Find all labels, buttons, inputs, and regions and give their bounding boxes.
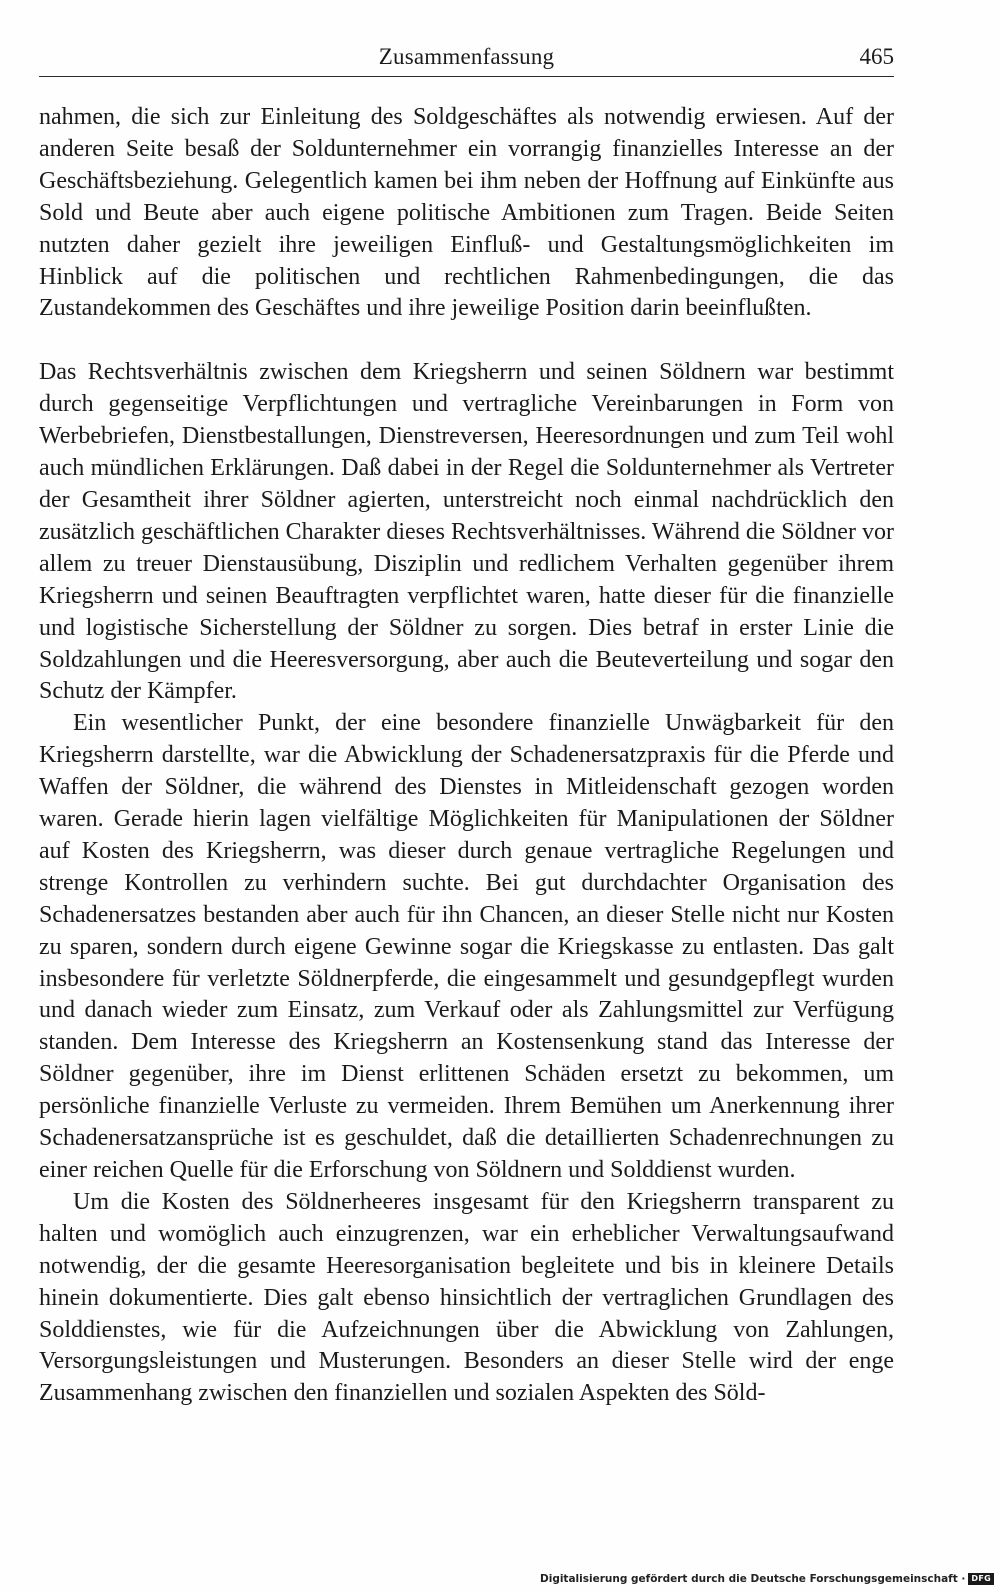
- paragraph-administration: Um die Kosten des Söldnerheeres insgesamt für den Kriegsherrn transparent zu halten und womöglich auch einzugrenzen, war ein erheblicher Verwaltungsaufwand notwendig, der die gesamte Heeresorganisation begleitete und bis in kleinere Details hinein dokumentierte. Dies galt ebenso hinsichtlich der vertraglichen Grundlagen des Solddienstes, wie für die Aufzeichnungen über die Abwicklung von Zahlungen, Versorgungsleistungen und Musterungen. Besonders an dieser Stelle wird der enge Zusammenhang zwischen den finanziellen und sozialen Aspekten des Söld-: [39, 1188, 894, 1407]
- footer-credit: Digitalisierung gefördert durch die Deutsche Forschungsgemeinschaft ·: [540, 1573, 966, 1585]
- running-head: [39, 44, 894, 77]
- page-number: 465: [859, 44, 894, 69]
- paragraph-compensation: Ein wesentlicher Punkt, der eine besondere finanzielle Unwägbarkeit für den Kriegsherrn darstellte, war die Abwicklung der Schadenersatzpraxis für die Pferde und Waffen der Söldner, die während des Dienstes in Mitleidenschaft gezogen worden waren. Gerade hierin lagen vielfältige Möglichkeiten für Manipulationen der Söldner auf Kosten des Kriegsherrn, was dieser durch genaue vertragliche Regelungen und strenge Kontrollen zu verhindern suchte. Bei gut durchdachter Organisation des Schadenersatzes bestanden aber auch für ihn Chancen, an dieser Stelle nicht nur Kosten zu sparen, sondern durch eigene Gewinne sogar die Kriegskasse zu entlasten. Das galt insbesondere für verletzte Söldnerpferde, die eingesammelt und gesundgepflegt wurden und danach wieder zum Einsatz, zum Verkauf oder als Zahlungsmittel zur Verfügung standen. Dem Interesse des Kriegsherrn an Kostensenkung stand das Interesse der Söldner gegenüber, ihre im Dienst erlittenen Schäden ersetzt zu bekommen, um persönliche finanzielle Verluste zu vermeiden. Ihrem Bemühen um Anerkennung ihrer Schadenersatzansprüche ist es geschuldet, daß die detaillierten Schadenrechnungen zu einer reichen Quelle für die Erforschung von Söldnern und Solddienst wurden.: [39, 710, 894, 1183]
- body-text: [39, 102, 894, 1410]
- paragraph-continued: nahmen, die sich zur Einleitung des Soldgeschäftes als notwendig erwiesen. Auf der anderen Seite besaß der Soldunternehmer ein vorrangig finanzielles Interesse an der Geschäftsbeziehung. Gelegentlich kamen bei ihm neben der Hoffnung auf Einkünfte aus Sold und Beute aber auch eigene politische Ambitionen zum Tragen. Beide Seiten nutzten daher gezielt ihre jeweiligen Einfluß- und Gestaltungsmöglichkeiten im Hinblick auf die politischen und rechtlichen Rahmenbedingungen, die das Zustandekommen des Geschäftes und ihre jeweilige Position darin beeinflußten.: [39, 104, 894, 322]
- running-title: Zusammenfassung: [378, 44, 555, 69]
- paragraph-legal-relationship: Das Rechtsverhältnis zwischen dem Kriegsherrn und seinen Söldnern war bestimmt durch gegenseitige Verpflichtungen und vertragliche Vereinbarungen in Form von Werbebriefen, Dienstbestallungen, Dienstreversen, Heeresordnungen und zum Teil wohl auch mündlichen Erklärungen. Daß dabei in der Regel die Soldunternehmer als Vertreter der Gesamtheit ihrer Söldner agierten, unterstreicht noch einmal nachdrücklich den zusätzlich geschäftlichen Charakter dieses Rechtsverhältnisses. Während die Söldner vor allem zu treuer Dienstausübung, Disziplin und redlichem Verhalten gegenüber ihrem Kriegsherrn und seinen Beauftragten verpflichtet waren, hatte dieser für die finanzielle und logistische Sicherstellung der Söldner zu sorgen. Dies betraf in erster Linie die Soldzahlungen und die Heeresversorgung, aber auch die Beuteverteilung und sogar den Schutz der Kämpfer.: [39, 359, 894, 705]
- dfg-logo: DFG: [968, 1573, 994, 1585]
- digitization-footer: [540, 1573, 994, 1585]
